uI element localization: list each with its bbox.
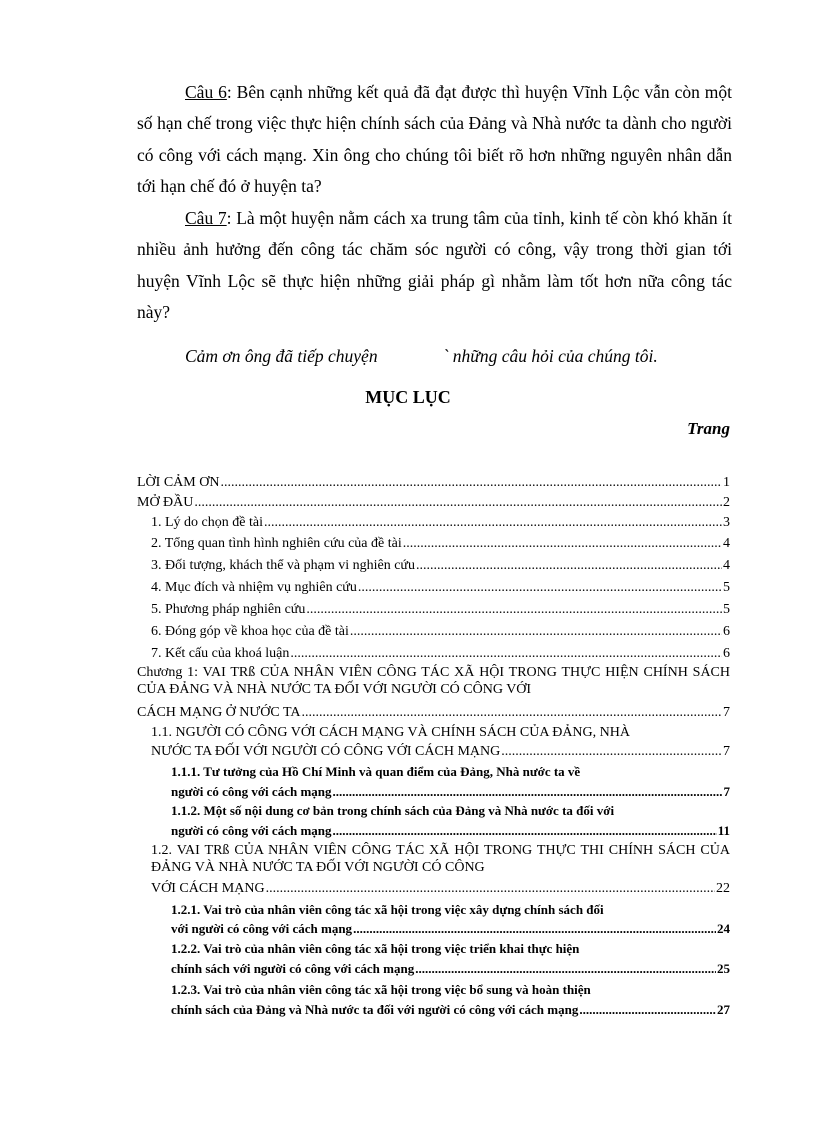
toc-section-1-2-lead: 1.2. VAI TRß CỦA NHÂN VIÊN CÔNG TÁC XÃ HỘI TRONG THỰC THI CHÍNH SÁCH CỦA ĐẢNG VÀ NHÀ NƯỚC TA ĐỐI VỚI NGƯỜI CÓ CÔNG [151, 843, 730, 875]
question-6-text: : Bên cạnh những kết quả đã đạt được thì huyện Vĩnh Lộc vẫn còn một số hạn chế trong việc thực hiện chính sách của Đảng và Nhà nước ta dành cho người có công với cách mạng. Xin ông cho chúng tôi biết rõ hơn những nguyên nhân dẫn tới hạn chế đó ở huyện ta? [137, 82, 732, 196]
toc-entry[interactable]: NƯỚC TA ĐỐI VỚI NGƯỜI CÓ CÔNG VỚI CÁCH MẠNG ..... 7 [151, 743, 730, 760]
toc-entry[interactable]: 1. Lý do chọn đề tài ..... 3 [151, 514, 730, 531]
toc-section-1-1-lead: 1.1. NGƯỜI CÓ CÔNG VỚI CÁCH MẠNG VÀ CHÍNH SÁCH CỦA ĐẢNG, NHÀ [151, 725, 630, 740]
toc-section-1-2-2-lead: 1.2.2. Vai trò của nhân viên công tác xã hội trong việc triển khai thực hiện [171, 941, 580, 956]
toc-entry[interactable]: người có công với cách mạng ..... 11 [171, 822, 730, 839]
thanks-part-1: Cảm ơn ông đã tiếp chuyện [185, 346, 378, 366]
toc-section-1-1-2-lead: 1.1.2. Một số nội dung cơ bản trong chính sách của Đảng và Nhà nước ta đối với [171, 803, 615, 818]
toc-entry[interactable]: 3. Đối tượng, khách thể và phạm vi nghiên cứu ..... 4 [151, 557, 730, 574]
toc-entry[interactable]: LỜI CẢM ƠN ..... 1 [137, 474, 730, 491]
toc-section-1-1-1-lead: 1.1.1. Tư tưởng của Hồ Chí Minh và quan điểm của Đảng, Nhà nước ta về [171, 764, 581, 779]
toc-entry[interactable]: 2. Tổng quan tình hình nghiên cứu của đề tài ..... 4 [151, 535, 730, 552]
question-6-label: Câu 6 [185, 82, 227, 102]
thanks-line [185, 344, 658, 368]
toc-entry[interactable]: người có công với cách mạng ..... 7 [171, 783, 730, 800]
toc-title: MỤC LỤC [365, 387, 451, 407]
toc-entry[interactable]: MỞ ĐẦU ..... 2 [137, 494, 730, 511]
toc-entry[interactable]: 6. Đóng góp về khoa học của đề tài ..... 6 [151, 623, 730, 640]
question-7 [137, 203, 732, 328]
toc-section-1-2-3-lead: 1.2.3. Vai trò của nhân viên công tác xã hội trong việc bổ sung và hoàn thiện [171, 982, 591, 997]
question-7-text: : Là một huyện nằm cách xa trung tâm của tỉnh, kinh tế còn khó khăn ít nhiều ảnh hưởng đến công tác chăm sóc người có công, vậy trong thời gian tới huyện Vĩnh Lộc sẽ thực hiện những giải pháp gì nhằm làm tốt hơn nữa công tác này? [137, 208, 732, 322]
toc-entry[interactable]: với người có công với cách mạng ..... 24 [171, 920, 730, 937]
toc-entry[interactable]: VỚI CÁCH MẠNG ..... 22 [151, 880, 730, 897]
toc-entry[interactable]: chính sách của Đảng và Nhà nước ta đối với người có công với cách mạng ..... 27 [171, 1001, 730, 1018]
question-7-label: Câu 7 [185, 208, 227, 228]
toc-entry[interactable]: 7. Kết cấu của khoá luận ..... 6 [151, 645, 730, 662]
toc-entry[interactable]: 4. Mục đích và nhiệm vụ nghiên cứu ..... 5 [151, 579, 730, 596]
toc-entry[interactable]: CÁCH MẠNG Ở NƯỚC TA ..... 7 [137, 704, 730, 721]
toc-chapter-1-lead: Chương 1: VAI TRß CỦA NHÂN VIÊN CÔNG TÁC XÃ HỘI TRONG THỰC HIỆN CHÍNH SÁCH CỦA ĐẢNG VÀ NHÀ NƯỚC TA ĐỐI VỚI NGƯỜI CÓ CÔNG VỚI [137, 665, 730, 697]
toc-entry[interactable]: chính sách với người có công với cách mạng ..... 25 [171, 960, 730, 977]
toc-page-header: Trang [687, 419, 730, 438]
toc-entry[interactable]: 5. Phương pháp nghiên cứu ..... 5 [151, 601, 730, 618]
question-6 [137, 77, 732, 202]
thanks-part-2: ` những câu hỏi của chúng tôi. [442, 346, 658, 366]
toc-section-1-2-1-lead: 1.2.1. Vai trò của nhân viên công tác xã hội trong việc xây dựng chính sách đối [171, 902, 604, 917]
